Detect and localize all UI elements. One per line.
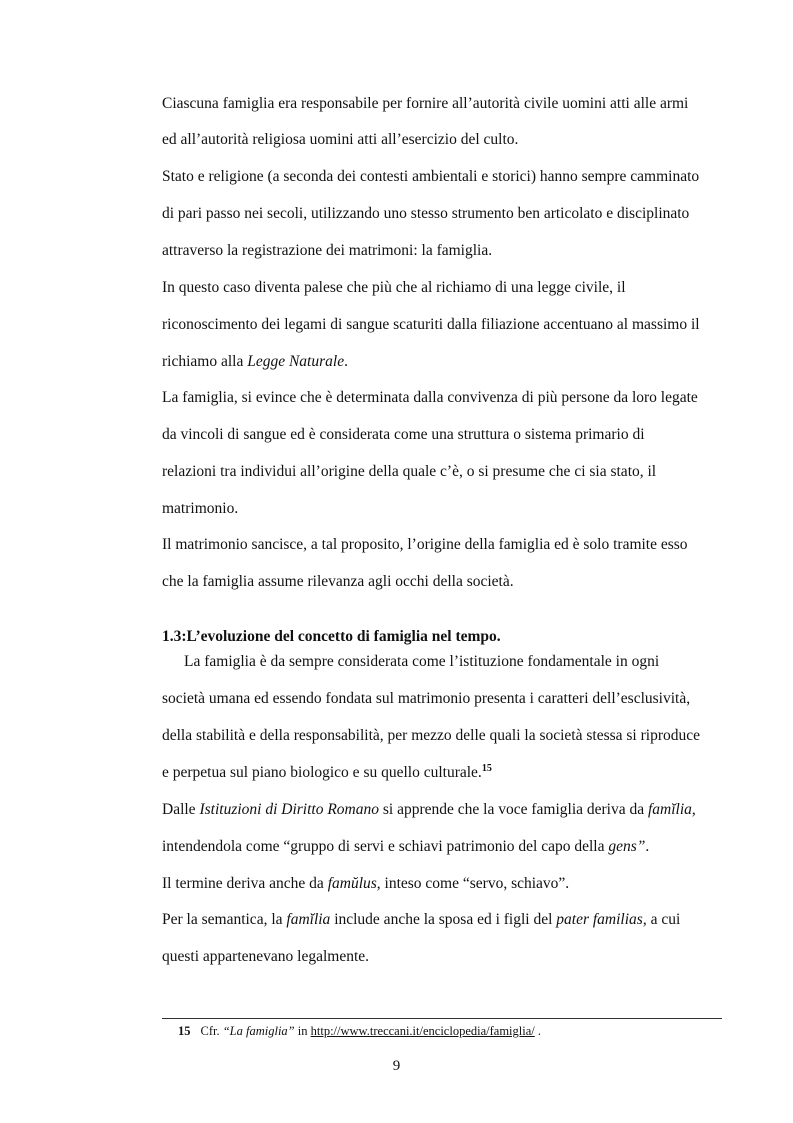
italic-term: Istituzioni di Diritto Romano <box>199 801 380 818</box>
text-span: . <box>344 353 348 370</box>
text-span: , inteso come “servo, schiavo”. <box>376 875 570 892</box>
footnote-reference[interactable]: 15 <box>481 762 492 774</box>
italic-term: famĭlia <box>286 911 331 928</box>
text-span: Cfr. <box>200 1024 223 1038</box>
text-span: richiamo alla <box>162 353 248 370</box>
body-line <box>162 837 649 857</box>
body-line: di pari passo nei secoli, utilizzando uno stesso strumento ben articolato e disciplinato <box>162 205 690 222</box>
text-span: Il termine deriva anche da <box>162 875 328 892</box>
footnote <box>178 1024 541 1039</box>
footnote-link[interactable]: http://www.treccani.it/enciclopedia/famiglia/ <box>310 1024 535 1038</box>
text-span: in <box>294 1024 311 1038</box>
body-line: matrimonio. <box>162 500 239 517</box>
italic-term: famĭlia <box>648 801 692 818</box>
body-line <box>162 910 680 930</box>
body-line: Ciascuna famiglia era responsabile per fornire all’autorità civile uomini atti alle armi <box>162 95 689 112</box>
body-line <box>162 352 348 372</box>
italic-term: famŭlus <box>327 875 377 892</box>
body-line: riconoscimento dei legami di sangue scaturiti dalla filiazione accentuano al massimo il <box>162 316 700 333</box>
body-line: Il matrimonio sancisce, a tal proposito, l’origine della famiglia ed è solo tramite esso <box>162 536 688 553</box>
text-span: Dalle <box>162 801 200 818</box>
body-line: La famiglia è da sempre considerata come l’istituzione fondamentale in ogni <box>184 653 660 670</box>
footnote-divider <box>162 1018 722 1019</box>
body-line: società umana ed essendo fondata sul matrimonio presenta i caratteri dell’esclusività, <box>162 690 691 707</box>
italic-term: gens” <box>608 838 646 855</box>
section-heading: 1.3:L’evoluzione del concetto di famiglia nel tempo. <box>162 628 501 645</box>
body-line: che la famiglia assume rilevanza agli occhi della società. <box>162 573 514 590</box>
text-span: si apprende che la voce famiglia deriva da <box>379 801 648 818</box>
body-line: della stabilità e della responsabilità, per mezzo delle quali la società stessa si riproduce <box>162 727 700 744</box>
text-span: include anche la sposa ed i figli del <box>330 911 557 928</box>
text-span: Per la semantica, la <box>162 911 287 928</box>
body-line <box>162 763 492 783</box>
italic-term: pater familias <box>556 911 643 928</box>
text-span: intendendola come “gruppo di servi e schiavi patrimonio del capo della <box>162 838 609 855</box>
body-line: relazioni tra individui all’origine della quale c’è, o si presume che ci sia stato, il <box>162 463 657 480</box>
text-span: , a cui <box>642 911 681 928</box>
italic-term: Legge Naturale <box>247 353 345 370</box>
body-line <box>162 874 569 894</box>
body-line: In questo caso diventa palese che più che al richiamo di una legge civile, il <box>162 279 626 296</box>
body-line: La famiglia, si evince che è determinata dalla convivenza di più persone da loro legate <box>162 389 698 406</box>
text-span: . <box>645 838 650 855</box>
text-span: e perpetua sul piano biologico e su quello culturale. <box>162 764 482 781</box>
body-line: ed all’autorità religiosa uomini atti all’esercizio del culto. <box>162 131 519 148</box>
footnote-title: “La famiglia” <box>222 1024 295 1038</box>
text-span: . <box>534 1024 541 1038</box>
footnote-number: 15 <box>178 1024 191 1038</box>
body-line: attraverso la registrazione dei matrimoni: la famiglia. <box>162 242 493 259</box>
text-span: , <box>691 801 696 818</box>
body-line <box>162 800 696 820</box>
page-number: 9 <box>392 1058 401 1074</box>
body-line: questi appartenevano legalmente. <box>162 948 370 965</box>
body-line: Stato e religione (a seconda dei contesti ambientali e storici) hanno sempre camminato <box>162 168 700 185</box>
body-line: da vincoli di sangue ed è considerata come una struttura o sistema primario di <box>162 426 645 443</box>
